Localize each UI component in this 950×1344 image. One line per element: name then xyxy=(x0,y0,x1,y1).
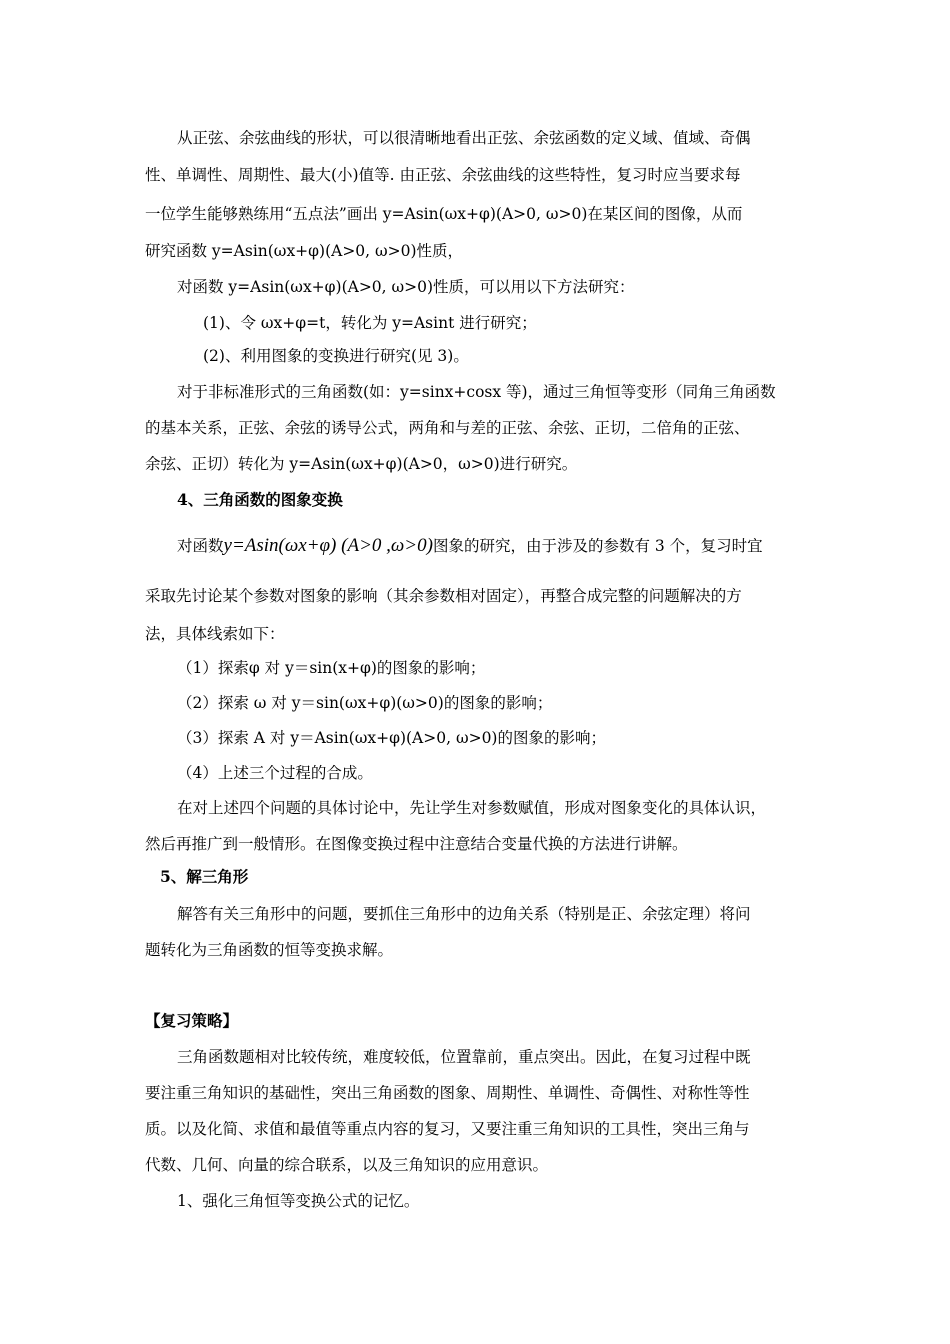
list-item: (2)、利用图象的变换进行研究(见 3)。 xyxy=(203,347,469,365)
paragraph-line: 要注重三角知识的基础性，突出三角函数的图象、周期性、单调性、奇偶性、对称性等性 xyxy=(145,1084,750,1102)
formula: y=Asin(ωx+φ) (A>0 ,ω>0) xyxy=(223,535,433,556)
list-item: （3）探索 A 对 y＝Asin(ωx+φ)(A>0, ω>0)的图象的影响； xyxy=(177,729,606,747)
paragraph-line: 质。以及化简、求值和最值等重点内容的复习，又要注重三角知识的工具性，突出三角与 xyxy=(145,1120,750,1138)
paragraph-line xyxy=(177,536,763,556)
paragraph-line: 在对上述四个问题的具体讨论中，先让学生对参数赋值，形成对图象变化的具体认识， xyxy=(177,799,767,817)
paragraph-line: 研究函数 y=Asin(ωx+φ)(A>0, ω>0)性质， xyxy=(145,242,464,260)
paragraph-text: 图象的研究，由于涉及的参数有 3 个，复习时宜 xyxy=(432,537,763,555)
paragraph-line: 题转化为三角函数的恒等变换求解。 xyxy=(145,941,394,959)
paragraph-line: 的基本关系，正弦、余弦的诱导公式，两角和与差的正弦、余弦、正切，二倍角的正弦、 xyxy=(145,419,750,437)
paragraph-line: 一位学生能够熟练用“五点法”画出 y=Asin(ωx+φ)(A>0, ω>0)在某区间的图像，从而 xyxy=(145,205,743,223)
list-item: （1）探索φ 对 y＝sin(x+φ)的图象的影响； xyxy=(177,659,486,677)
section-heading: 【复习策略】 xyxy=(145,1011,239,1030)
list-item: (1)、令 ωx+φ=t，转化为 y=Asint 进行研究； xyxy=(203,314,537,332)
paragraph-line: 三角函数题相对比较传统，难度较低，位置靠前，重点突出。因此，在复习过程中既 xyxy=(177,1048,751,1066)
paragraph-line: 采取先讨论某个参数对图象的影响（其余参数相对固定），再整合成完整的问题解决的方 xyxy=(145,587,742,605)
list-item: （2）探索 ω 对 y＝sin(ωx+φ)(ω>0)的图象的影响； xyxy=(177,694,553,712)
paragraph-line: 法，具体线索如下： xyxy=(145,625,285,643)
paragraph-line: 余弦、正切）转化为 y=Asin(ωx+φ)(A>0，ω>0)进行研究。 xyxy=(145,455,578,473)
paragraph-text: 对函数 xyxy=(177,537,224,555)
paragraph-line: 对于非标准形式的三角函数(如：y=sinx+cosx 等)，通过三角恒等变形（同角三角函数 xyxy=(177,383,776,401)
paragraph-line: 解答有关三角形中的问题，要抓住三角形中的边角关系（特别是正、余弦定理）将问 xyxy=(177,905,751,923)
section-heading: 4、三角函数的图象变换 xyxy=(177,490,343,509)
paragraph-line: 性、单调性、周期性、最大(小)值等. 由正弦、余弦曲线的这些特性，复习时应当要求每 xyxy=(145,166,741,184)
paragraph-line: 然后再推广到一般情形。在图像变换过程中注意结合变量代换的方法进行讲解。 xyxy=(145,835,688,853)
paragraph-line: 对函数 y=Asin(ωx+φ)(A>0, ω>0)性质，可以用以下方法研究： xyxy=(177,278,635,296)
paragraph-line: 1、强化三角恒等变换公式的记忆。 xyxy=(177,1192,420,1210)
paragraph-line: 代数、几何、向量的综合联系，以及三角知识的应用意识。 xyxy=(145,1156,549,1174)
section-heading: 5、解三角形 xyxy=(160,867,249,886)
paragraph-line: 从正弦、余弦曲线的形状，可以很清晰地看出正弦、余弦函数的定义域、值域、奇偶 xyxy=(177,129,751,147)
list-item: （4）上述三个过程的合成。 xyxy=(177,764,373,782)
